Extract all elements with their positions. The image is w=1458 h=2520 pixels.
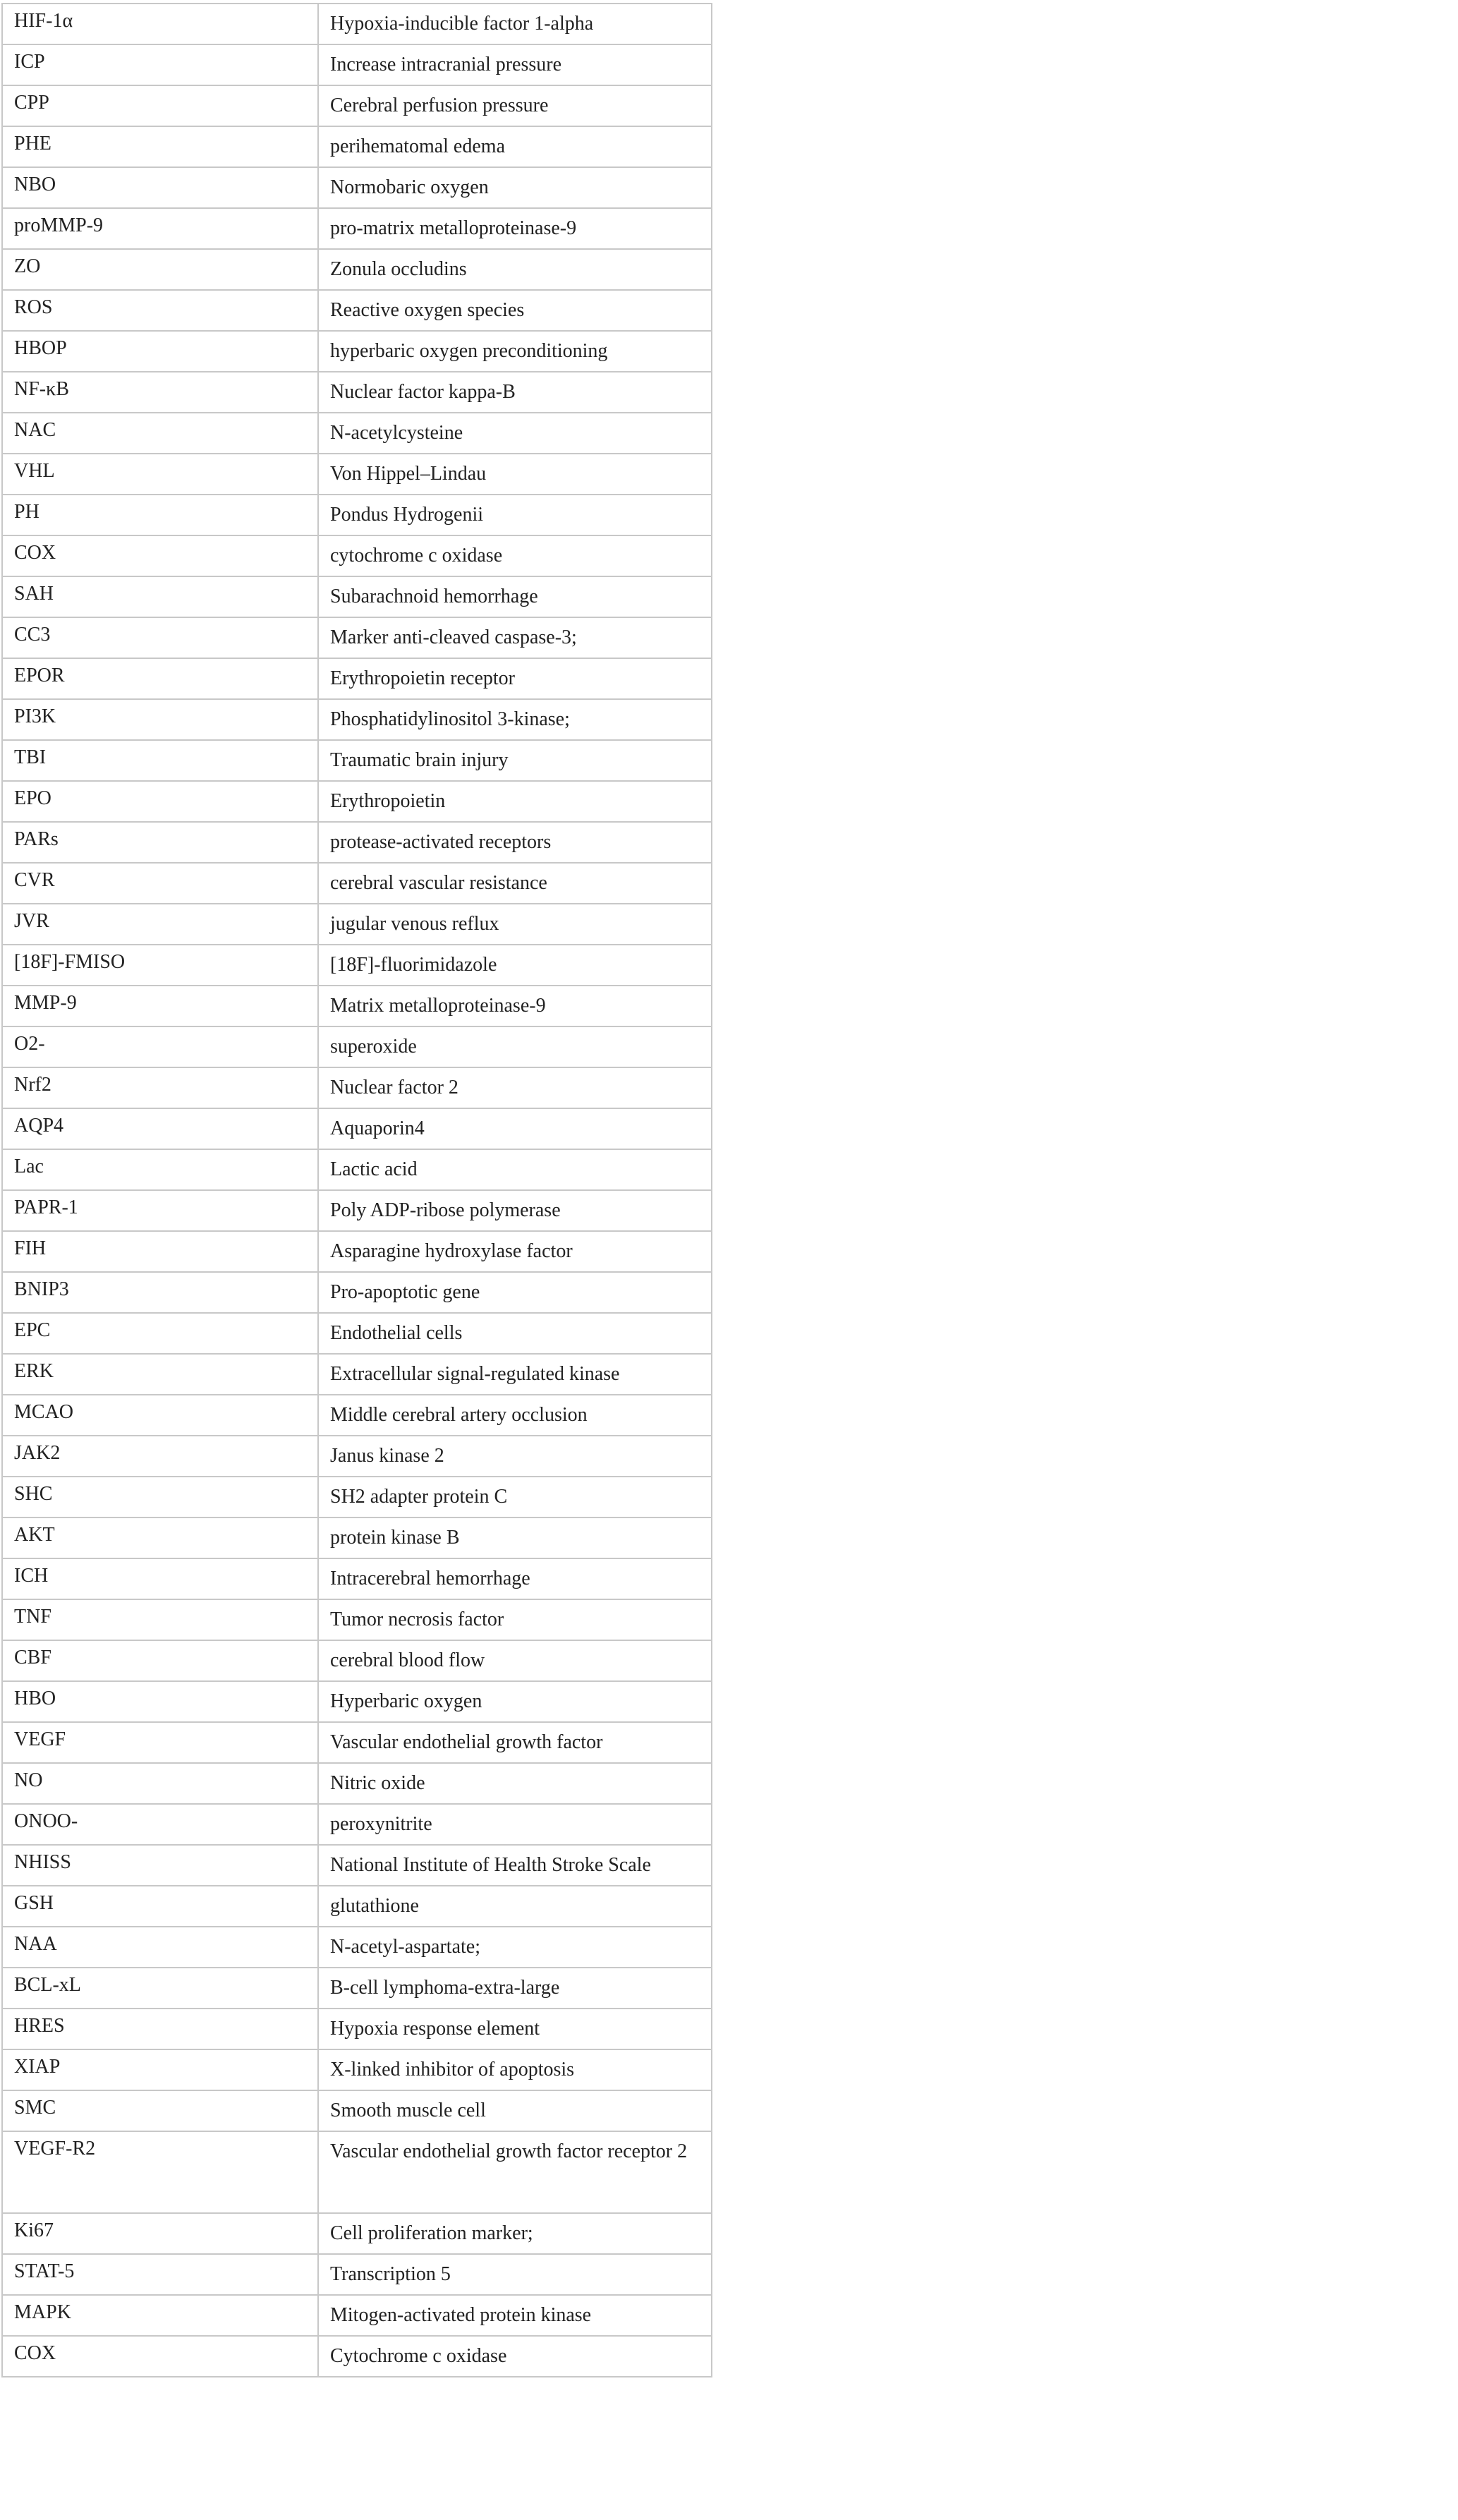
table-row	[2, 2009, 712, 2049]
definition-cell: N-acetylcysteine	[318, 413, 712, 454]
definition-cell: peroxynitrite	[318, 1804, 712, 1845]
table-row	[2, 1968, 712, 2009]
abbreviation-cell: AKT	[2, 1518, 318, 1558]
definition-cell: Intracerebral hemorrhage	[318, 1558, 712, 1599]
abbreviation-cell: NF-κB	[2, 372, 318, 413]
definition-cell: Nuclear factor kappa-B	[318, 372, 712, 413]
abbreviation-cell: MMP-9	[2, 986, 318, 1026]
definition-cell: Subarachnoid hemorrhage	[318, 576, 712, 617]
abbreviation-cell: HBOP	[2, 331, 318, 372]
abbreviation-cell: NHISS	[2, 1845, 318, 1886]
definition-cell: National Institute of Health Stroke Scale	[318, 1845, 712, 1886]
abbreviation-cell: JVR	[2, 904, 318, 945]
abbreviation-cell: SMC	[2, 2090, 318, 2131]
abbreviation-cell: PARs	[2, 822, 318, 863]
table-row	[2, 249, 712, 290]
definition-cell: Extracellular signal-regulated kinase	[318, 1354, 712, 1395]
abbreviation-cell: ZO	[2, 249, 318, 290]
table-row	[2, 44, 712, 85]
definition-cell: Normobaric oxygen	[318, 167, 712, 208]
table-row	[2, 1395, 712, 1436]
table-row	[2, 699, 712, 740]
definition-cell: Increase intracranial pressure	[318, 44, 712, 85]
table-row	[2, 1436, 712, 1477]
table-row	[2, 535, 712, 576]
abbreviation-cell: O2-	[2, 1026, 318, 1067]
table-row	[2, 986, 712, 1026]
definition-cell: cytochrome c oxidase	[318, 535, 712, 576]
table-row	[2, 372, 712, 413]
definition-cell: Phosphatidylinositol 3-kinase;	[318, 699, 712, 740]
abbreviation-cell: XIAP	[2, 2049, 318, 2090]
table-row	[2, 1722, 712, 1763]
table-row	[2, 413, 712, 454]
definition-cell: Vascular endothelial growth factor receptor 2	[318, 2131, 712, 2213]
definition-cell: Tumor necrosis factor	[318, 1599, 712, 1640]
table-row	[2, 822, 712, 863]
definition-cell: Janus kinase 2	[318, 1436, 712, 1477]
table-row	[2, 1640, 712, 1681]
definition-cell: superoxide	[318, 1026, 712, 1067]
table-row	[2, 863, 712, 904]
abbreviation-cell: PI3K	[2, 699, 318, 740]
abbreviation-cell: CVR	[2, 863, 318, 904]
abbreviation-cell: CC3	[2, 617, 318, 658]
definition-cell: protease-activated receptors	[318, 822, 712, 863]
definition-cell: N-acetyl-aspartate;	[318, 1927, 712, 1968]
abbreviation-cell: NO	[2, 1763, 318, 1804]
definition-cell: glutathione	[318, 1886, 712, 1927]
definition-cell: Erythropoietin receptor	[318, 658, 712, 699]
table-row	[2, 1477, 712, 1518]
definition-cell: Von Hippel–Lindau	[318, 454, 712, 495]
table-row	[2, 454, 712, 495]
definition-cell: B-cell lymphoma-extra-large	[318, 1968, 712, 2009]
abbreviation-cell: CBF	[2, 1640, 318, 1681]
definition-cell: Nuclear factor 2	[318, 1067, 712, 1108]
table-row	[2, 781, 712, 822]
abbreviation-cell: BCL-xL	[2, 1968, 318, 2009]
table-row	[2, 1108, 712, 1149]
abbreviation-cell: SAH	[2, 576, 318, 617]
abbreviation-cell: CPP	[2, 85, 318, 126]
abbreviation-cell: COX	[2, 2336, 318, 2377]
abbreviation-cell: BNIP3	[2, 1272, 318, 1313]
definition-cell: perihematomal edema	[318, 126, 712, 167]
table-row	[2, 2090, 712, 2131]
definition-cell: cerebral vascular resistance	[318, 863, 712, 904]
table-row	[2, 1599, 712, 1640]
abbreviation-cell: AQP4	[2, 1108, 318, 1149]
table-row	[2, 740, 712, 781]
abbreviation-cell: VHL	[2, 454, 318, 495]
definition-cell: Smooth muscle cell	[318, 2090, 712, 2131]
abbreviation-cell: JAK2	[2, 1436, 318, 1477]
abbreviation-cell: COX	[2, 535, 318, 576]
table-row	[2, 1026, 712, 1067]
abbreviation-cell: ONOO-	[2, 1804, 318, 1845]
definition-cell: hyperbaric oxygen preconditioning	[318, 331, 712, 372]
definition-cell: X-linked inhibitor of apoptosis	[318, 2049, 712, 2090]
abbreviation-cell: MCAO	[2, 1395, 318, 1436]
table-row	[2, 2049, 712, 2090]
table-row	[2, 1886, 712, 1927]
table-row	[2, 1518, 712, 1558]
abbreviation-cell: NAC	[2, 413, 318, 454]
abbreviation-cell: ERK	[2, 1354, 318, 1395]
definition-cell: Lactic acid	[318, 1149, 712, 1190]
table-row	[2, 1763, 712, 1804]
table-row	[2, 208, 712, 249]
definition-cell: Aquaporin4	[318, 1108, 712, 1149]
abbreviation-cell: EPC	[2, 1313, 318, 1354]
definition-cell: Vascular endothelial growth factor	[318, 1722, 712, 1763]
table-row	[2, 2213, 712, 2254]
table-row	[2, 2336, 712, 2377]
definition-cell: Poly ADP-ribose polymerase	[318, 1190, 712, 1231]
table-row	[2, 2254, 712, 2295]
abbreviation-cell: HRES	[2, 2009, 318, 2049]
definition-cell: Zonula occludins	[318, 249, 712, 290]
table-row	[2, 617, 712, 658]
table-row	[2, 1804, 712, 1845]
abbreviation-cell: FIH	[2, 1231, 318, 1272]
table-row	[2, 1558, 712, 1599]
table-row	[2, 1681, 712, 1722]
table-row	[2, 904, 712, 945]
abbreviation-cell: Ki67	[2, 2213, 318, 2254]
table-row	[2, 1149, 712, 1190]
definition-cell: Hyperbaric oxygen	[318, 1681, 712, 1722]
abbreviation-cell: TNF	[2, 1599, 318, 1640]
table-row	[2, 167, 712, 208]
definition-cell: Cell proliferation marker;	[318, 2213, 712, 2254]
abbreviation-cell: TBI	[2, 740, 318, 781]
abbreviation-cell: NAA	[2, 1927, 318, 1968]
abbreviation-cell: GSH	[2, 1886, 318, 1927]
definition-cell: Asparagine hydroxylase factor	[318, 1231, 712, 1272]
definition-cell: Nitric oxide	[318, 1763, 712, 1804]
abbreviation-cell: VEGF-R2	[2, 2131, 318, 2213]
abbreviation-cell: [18F]-FMISO	[2, 945, 318, 986]
table-row	[2, 2131, 712, 2213]
table-row	[2, 1354, 712, 1395]
table-row	[2, 658, 712, 699]
definition-cell: protein kinase B	[318, 1518, 712, 1558]
table-row	[2, 1845, 712, 1886]
abbreviation-cell: Lac	[2, 1149, 318, 1190]
abbreviation-cell: PH	[2, 495, 318, 535]
definition-cell: Cytochrome c oxidase	[318, 2336, 712, 2377]
abbreviation-cell: ROS	[2, 290, 318, 331]
abbreviation-cell: Nrf2	[2, 1067, 318, 1108]
abbreviation-cell: EPO	[2, 781, 318, 822]
definition-cell: jugular venous reflux	[318, 904, 712, 945]
table-row	[2, 331, 712, 372]
table-row	[2, 1927, 712, 1968]
table-row	[2, 290, 712, 331]
abbreviation-cell: PAPR-1	[2, 1190, 318, 1231]
abbreviation-cell: proMMP-9	[2, 208, 318, 249]
table-row	[2, 126, 712, 167]
abbreviation-cell: HBO	[2, 1681, 318, 1722]
abbreviation-cell: SHC	[2, 1477, 318, 1518]
abbreviation-cell: VEGF	[2, 1722, 318, 1763]
table-row	[2, 1272, 712, 1313]
table-row	[2, 1231, 712, 1272]
table-row	[2, 2295, 712, 2336]
abbreviation-cell: EPOR	[2, 658, 318, 699]
definition-cell: pro-matrix metalloproteinase-9	[318, 208, 712, 249]
abbreviation-cell: MAPK	[2, 2295, 318, 2336]
definition-cell: Middle cerebral artery occlusion	[318, 1395, 712, 1436]
table-row	[2, 945, 712, 986]
definition-cell: Transcription 5	[318, 2254, 712, 2295]
table-row	[2, 495, 712, 535]
definition-cell: Matrix metalloproteinase-9	[318, 986, 712, 1026]
abbreviations-table-body	[2, 4, 712, 2377]
definition-cell: Endothelial cells	[318, 1313, 712, 1354]
abbreviation-cell: ICP	[2, 44, 318, 85]
abbreviation-cell: ICH	[2, 1558, 318, 1599]
definition-cell: Traumatic brain injury	[318, 740, 712, 781]
abbreviation-cell: STAT-5	[2, 2254, 318, 2295]
table-row	[2, 1190, 712, 1231]
abbreviations-table	[1, 3, 712, 2377]
definition-cell: Hypoxia response element	[318, 2009, 712, 2049]
abbreviation-cell: PHE	[2, 126, 318, 167]
abbreviation-cell: NBO	[2, 167, 318, 208]
definition-cell: Marker anti-cleaved caspase-3;	[318, 617, 712, 658]
table-row	[2, 1067, 712, 1108]
table-row	[2, 576, 712, 617]
definition-cell: Erythropoietin	[318, 781, 712, 822]
definition-cell: SH2 adapter protein C	[318, 1477, 712, 1518]
definition-cell: Mitogen-activated protein kinase	[318, 2295, 712, 2336]
definition-cell: cerebral blood flow	[318, 1640, 712, 1681]
table-row	[2, 1313, 712, 1354]
definition-cell: Reactive oxygen species	[318, 290, 712, 331]
definition-cell: Hypoxia-inducible factor 1-alpha	[318, 4, 712, 44]
definition-cell: [18F]-fluorimidazole	[318, 945, 712, 986]
definition-cell: Pondus Hydrogenii	[318, 495, 712, 535]
definition-cell: Pro-apoptotic gene	[318, 1272, 712, 1313]
definition-cell: Cerebral perfusion pressure	[318, 85, 712, 126]
abbreviation-cell: HIF-1α	[2, 4, 318, 44]
table-row	[2, 85, 712, 126]
table-row	[2, 4, 712, 44]
